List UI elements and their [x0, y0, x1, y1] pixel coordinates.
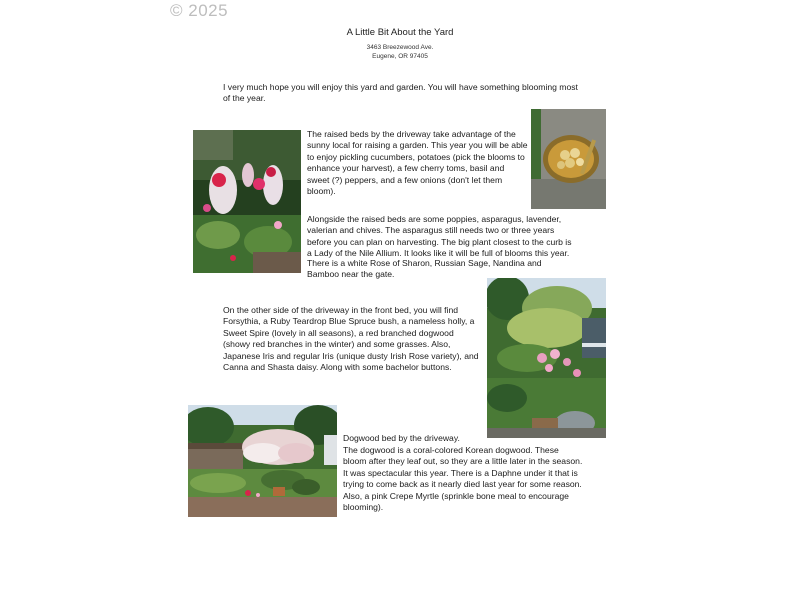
- raised-bed-flowers-photo: [193, 130, 301, 273]
- copyright-watermark: © 2025: [170, 1, 229, 20]
- address-line-city: Eugene, OR 97405: [372, 53, 428, 60]
- potato-basket-photo: [531, 109, 606, 209]
- front-bed-photo: [487, 278, 606, 438]
- dogwood-bed-photo: [188, 405, 337, 517]
- page-title: A Little Bit About the Yard: [346, 27, 454, 38]
- raised-beds-paragraph: The raised beds by the driveway take advantage of the sunny local for raising a garden. This year you will be able to enjoy pickling cucumbers, potatoes (pick the blooms to enhance your harvest), a few cherry toms, basil and sweet (?) peppers, and a few onions (don't let them bloom).: [307, 129, 528, 197]
- intro-paragraph: I very much hope you will enjoy this yard and garden. You will have something blooming most of the year.: [223, 82, 578, 104]
- front-bed-paragraph: On the other side of the driveway in the front bed, you will find Forsythia, a Ruby Teardrop Blue Spruce bush, a nameless holly, a Sweet Spire (lovely in all seasons), a red branched dogwood (showy red branches in the winter) and some grasses. Also, Japanese Iris and regular Iris (unique dusty Irish Rose variety), and Canna and Shasta daisy. Along with some bachelor buttons.: [223, 305, 479, 373]
- raised-beds-paragraph-continued: Alongside the raised beds are some poppies, asparagus, lavender, valerian and chives. The asparagus still needs two or three years before you can plan on harvesting. The big plant closest to the curb is a Lady of the Nile Allium. It looks like it will be full of blooms this year.: [307, 214, 572, 259]
- address-line-street: 3463 Breezewood Ave.: [366, 44, 434, 51]
- dogwood-paragraph: The dogwood is a coral-colored Korean dogwood. These bloom after they leaf out, so they are a little later in the season. It was spectacular this year. There is a Daphne under it that is trying to come back as it nearly died last year for some reason. Also, a pink Crepe Myrtle (sprinkle bone meal to encourage blooming).: [343, 445, 583, 513]
- rose-of-sharon-paragraph: There is a white Rose of Sharon, Russian Sage, Nandina and Bamboo near the gate.: [307, 258, 542, 280]
- dogwood-heading: Dogwood bed by the driveway.: [343, 433, 460, 443]
